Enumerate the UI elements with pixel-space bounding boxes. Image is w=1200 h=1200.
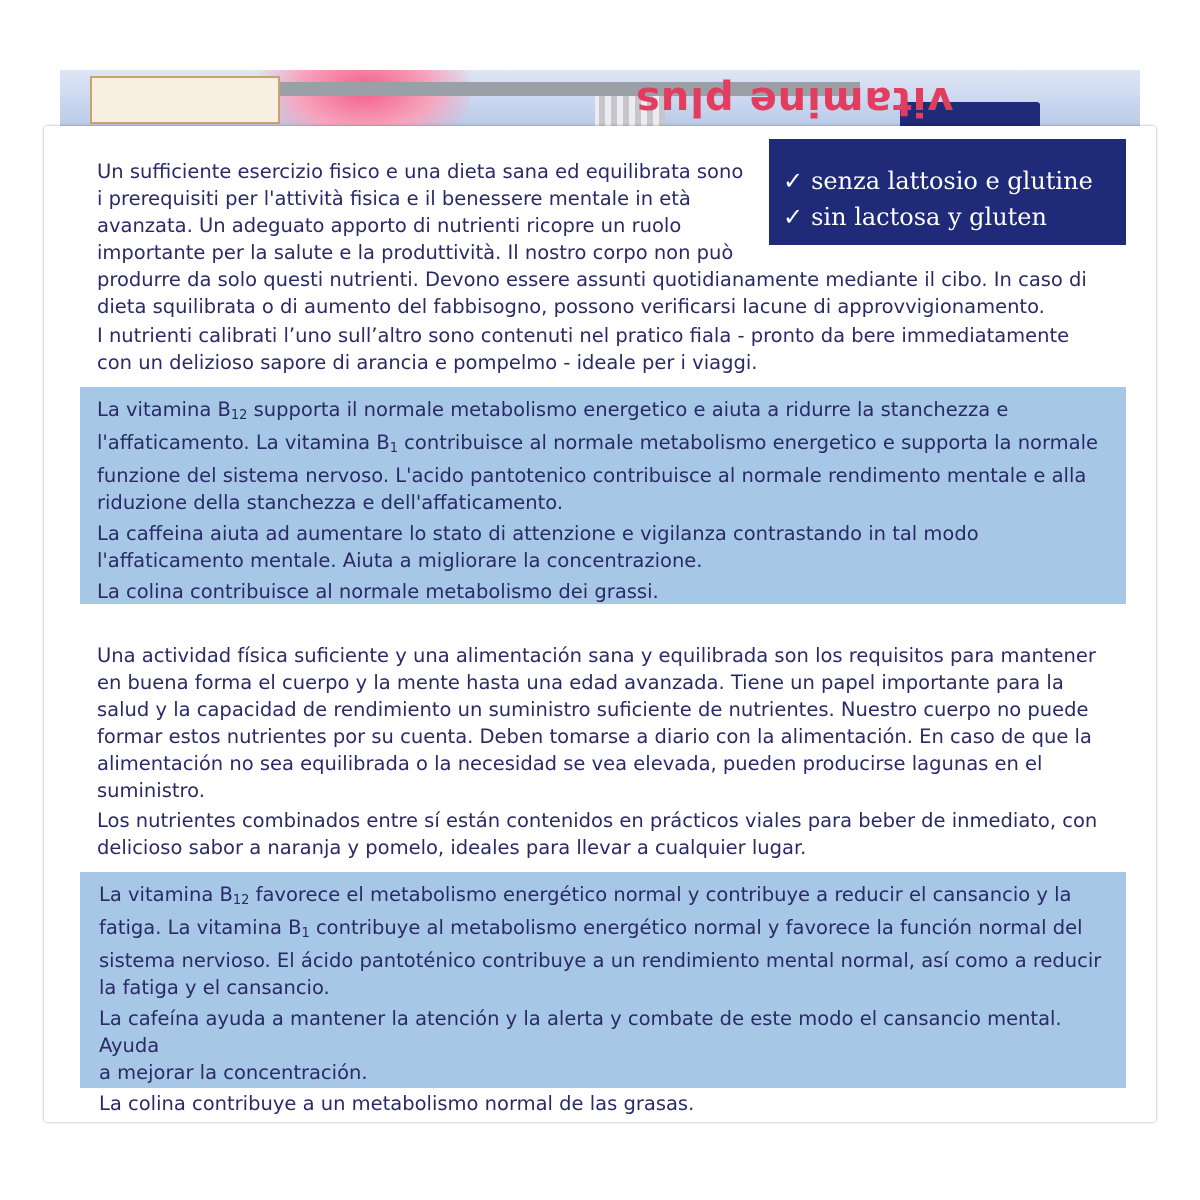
claim-text: l'affaticamento. La vitamina B bbox=[97, 431, 390, 454]
claim-line: La colina contribuisce al normale metabolismo dei grassi. bbox=[97, 580, 659, 603]
spanish-intro-line: salud y la capacidad de rendimiento un suministro suficiente de nutrientes. Nuestro cuerpo no puede bbox=[97, 698, 1089, 721]
subscript: 12 bbox=[230, 408, 248, 423]
italian-intro-line: dieta squilibrata o di aumento del fabbisogno, possono verificarsi lacune di approvvigionamento. bbox=[97, 295, 1045, 318]
checkmark-icon: ✓ bbox=[783, 167, 804, 195]
claim-text: La vitamina B bbox=[99, 883, 233, 906]
spanish-intro bbox=[97, 642, 1107, 804]
italian-intro-line: Un sufficiente esercizio fisico e una dieta sana ed equilibrata sono bbox=[97, 160, 744, 183]
fruit-graphic bbox=[260, 70, 470, 130]
allergen-free-badge bbox=[769, 139, 1126, 245]
italian-vials-text bbox=[97, 322, 1107, 376]
claim-line: sistema nervioso. El ácido pantoténico contribuye a un rendimiento mental normal, así como a reducir bbox=[99, 949, 1102, 972]
spanish-intro-line: alimentación no sea equilibrada o la necesidad se vea elevada, pueden producirse lagunas en el bbox=[97, 752, 1043, 775]
claim-line: La caffeina aiuta ad aumentare lo stato di attenzione e vigilanza contrastando in tal modo bbox=[97, 522, 979, 545]
claim-text: contribuisce al normale metabolismo energetico e supporta la normale bbox=[397, 431, 1099, 454]
claim-text: supporta il normale metabolismo energetico e aiuta a ridurre la stanchezza e bbox=[247, 398, 1009, 421]
brand-logo bbox=[90, 76, 280, 124]
flap-title: vitamine plus bbox=[635, 78, 954, 124]
spanish-vials-text bbox=[97, 807, 1107, 861]
subscript: 12 bbox=[232, 893, 250, 908]
spanish-intro-line: formar estos nutrientes por su cuenta. Deben tomarse a diario con la alimentación. En caso de que la bbox=[97, 725, 1092, 748]
spanish-vials-line: Los nutrientes combinados entre sí están contenidos en prácticos viales para beber de inmediato, con bbox=[97, 809, 1098, 832]
subscript: 1 bbox=[389, 441, 398, 456]
claim-text: favorece el metabolismo energético normal y contribuye a reducir el cansancio y la bbox=[249, 883, 1072, 906]
italian-intro-line: i prerequisiti per l'attività fisica e il benessere mentale in età bbox=[97, 187, 691, 210]
italian-intro-line: avanzata. Un adeguato apporto di nutrienti ricopre un ruolo bbox=[97, 214, 682, 237]
spanish-vials-line: delicioso sabor a naranja y pomelo, ideales para llevar a cualquier lugar. bbox=[97, 836, 807, 859]
italian-claims bbox=[97, 396, 1117, 605]
subscript: 1 bbox=[301, 926, 310, 941]
claim-line: funzione del sistema nervoso. L'acido pantotenico contribuisce al normale rendimento mentale e alla bbox=[97, 464, 1087, 487]
italian-intro-cont bbox=[97, 266, 1107, 320]
italian-intro-line: importante per la salute e la produttività. Il nostro corpo non può bbox=[97, 241, 734, 264]
spanish-intro-line: Una actividad física suficiente y una alimentación sana y equilibrada son los requisitos para mantener bbox=[97, 644, 1096, 667]
claim-line: riduzione della stanchezza e dell'affaticamento. bbox=[97, 491, 564, 514]
claim-text: La vitamina B bbox=[97, 398, 231, 421]
spanish-intro-line: suministro. bbox=[97, 779, 205, 802]
claim-line: La cafeína ayuda a mantener la atención y la alerta y combate de este modo el cansancio mental. Ayuda bbox=[99, 1007, 1062, 1057]
claim-text: fatiga. La vitamina B bbox=[99, 916, 302, 939]
checkmark-icon: ✓ bbox=[783, 203, 804, 231]
italian-intro bbox=[97, 158, 777, 266]
spanish-claims bbox=[99, 881, 1119, 1117]
claim-line: a mejorar la concentración. bbox=[99, 1061, 368, 1084]
claim-line bbox=[97, 396, 1117, 429]
claim-line: la fatiga y el cansancio. bbox=[99, 976, 330, 999]
badge-text-spanish: sin lactosa y gluten bbox=[811, 203, 1047, 231]
claim-line: La colina contribuye a un metabolismo normal de las grasas. bbox=[99, 1092, 695, 1115]
claim-text: contribuye al metabolismo energético normal y favorece la función normal del bbox=[309, 916, 1083, 939]
claim-line: l'affaticamento mentale. Aiuta a migliorare la concentrazione. bbox=[97, 549, 703, 572]
claim-line bbox=[99, 914, 1119, 947]
italian-vials-line: I nutrienti calibrati l’uno sull’altro sono contenuti nel pratico fiala - pronto da bere immediatamente bbox=[97, 324, 1070, 347]
box-top-flap bbox=[60, 70, 1140, 130]
badge-line-italian bbox=[783, 163, 1126, 199]
badge-line-spanish bbox=[783, 199, 1126, 235]
claim-line bbox=[97, 429, 1117, 462]
claim-line bbox=[99, 881, 1119, 914]
italian-vials-line: con un delizioso sapore di arancia e pompelmo - ideale per i viaggi. bbox=[97, 351, 758, 374]
italian-intro-line: produrre da solo questi nutrienti. Devono essere assunti quotidianamente mediante il cibo. In caso di bbox=[97, 268, 1087, 291]
badge-text-italian: senza lattosio e glutine bbox=[811, 167, 1093, 195]
spanish-intro-line: en buena forma el cuerpo y la mente hasta una edad avanzada. Tiene un papel importante para la bbox=[97, 671, 1064, 694]
